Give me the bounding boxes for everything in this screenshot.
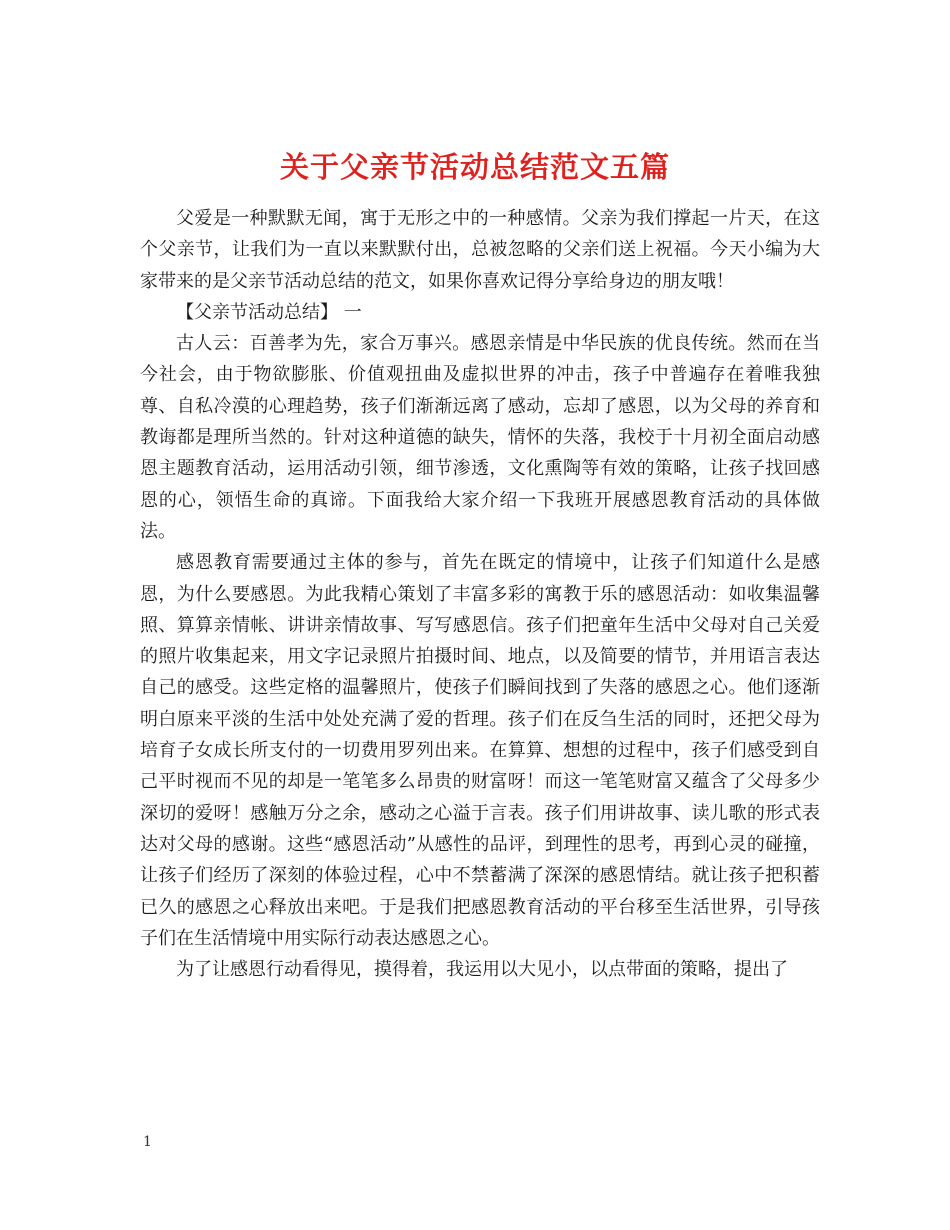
paragraph-1: 古人云：百善孝为先，家合万事兴。感恩亲情是中华民族的优良传统。然而在当今社会，由于物欲膨胀、价值观扭曲及虚拟世界的冲击，孩子中普遍存在着唯我独尊、自私冷漠的心理趋势，孩子们渐渐远离了感动，忘却了感恩，以为父母的养育和教诲都是理所当然的。针对这种道德的缺失，情怀的失落，我校于十月初全面启动感恩主题教育活动，运用活动引领，细节渗透，文化熏陶等有效的策略，让孩子找回感恩的心，领悟生命的真谛。下面我给大家介绍一下我班开展感恩教育活动的具体做法。 <box>140 333 820 542</box>
document-body <box>140 203 820 985</box>
paragraph-3: 为了让感恩行动看得见，摸得着，我运用以大见小，以点带面的策略，提出了 <box>176 959 788 981</box>
document-title: 关于父亲节活动总结范文五篇 <box>279 150 670 185</box>
page-number: 1 <box>143 1134 152 1150</box>
section-heading: 【父亲节活动总结】 一 <box>176 301 362 323</box>
paragraph-2: 感恩教育需要通过主体的参与，首先在既定的情境中，让孩子们知道什么是感恩，为什么要感恩。为此我精心策划了丰富多彩的寓教于乐的感恩活动：如收集温馨照、算算亲情帐、讲讲亲情故事、写写感恩信。孩子们把童年生活中父母对自己关爱的照片收集起来，用文字记录照片拍摄时间、地点，以及简要的情节，并用语言表达自己的感受。这些定格的温馨照片，使孩子们瞬间找到了失落的感恩之心。他们逐渐明白原来平淡的生活中处处充满了爱的哲理。孩子们在反刍生活的同时，还把父母为培育子女成长所支付的一切费用罗列出来。在算算、想想的过程中，孩子们感受到自己平时视而不见的却是一笔笔多么昂贵的财富呀！而这一笔笔财富又蕴含了父母多少深切的爱呀！感触万分之余，感动之心溢于言表。孩子们用讲故事、读儿歌的形式表达对父母的感谢。这些“感恩活动”从感性的品评，到理性的思考，再到心灵的碰撞，让孩子们经历了深刻的体验过程，心中不禁蓄满了深深的感恩情结。就让孩子把积蓄已久的感恩之心释放出来吧。于是我们把感恩教育活动的平台移至生活世界，引导孩子们在生活情境中用实际行动表达感恩之心。 <box>140 552 820 949</box>
paragraph-intro: 父爱是一种默默无闻，寓于无形之中的一种感情。父亲为我们撑起一片天，在这个父亲节，让我们为一直以来默默付出，总被忽略的父亲们送上祝福。今天小编为大家带来的是父亲节活动总结的范文，如果你喜欢记得分享给身边的朋友哦！ <box>140 208 820 292</box>
